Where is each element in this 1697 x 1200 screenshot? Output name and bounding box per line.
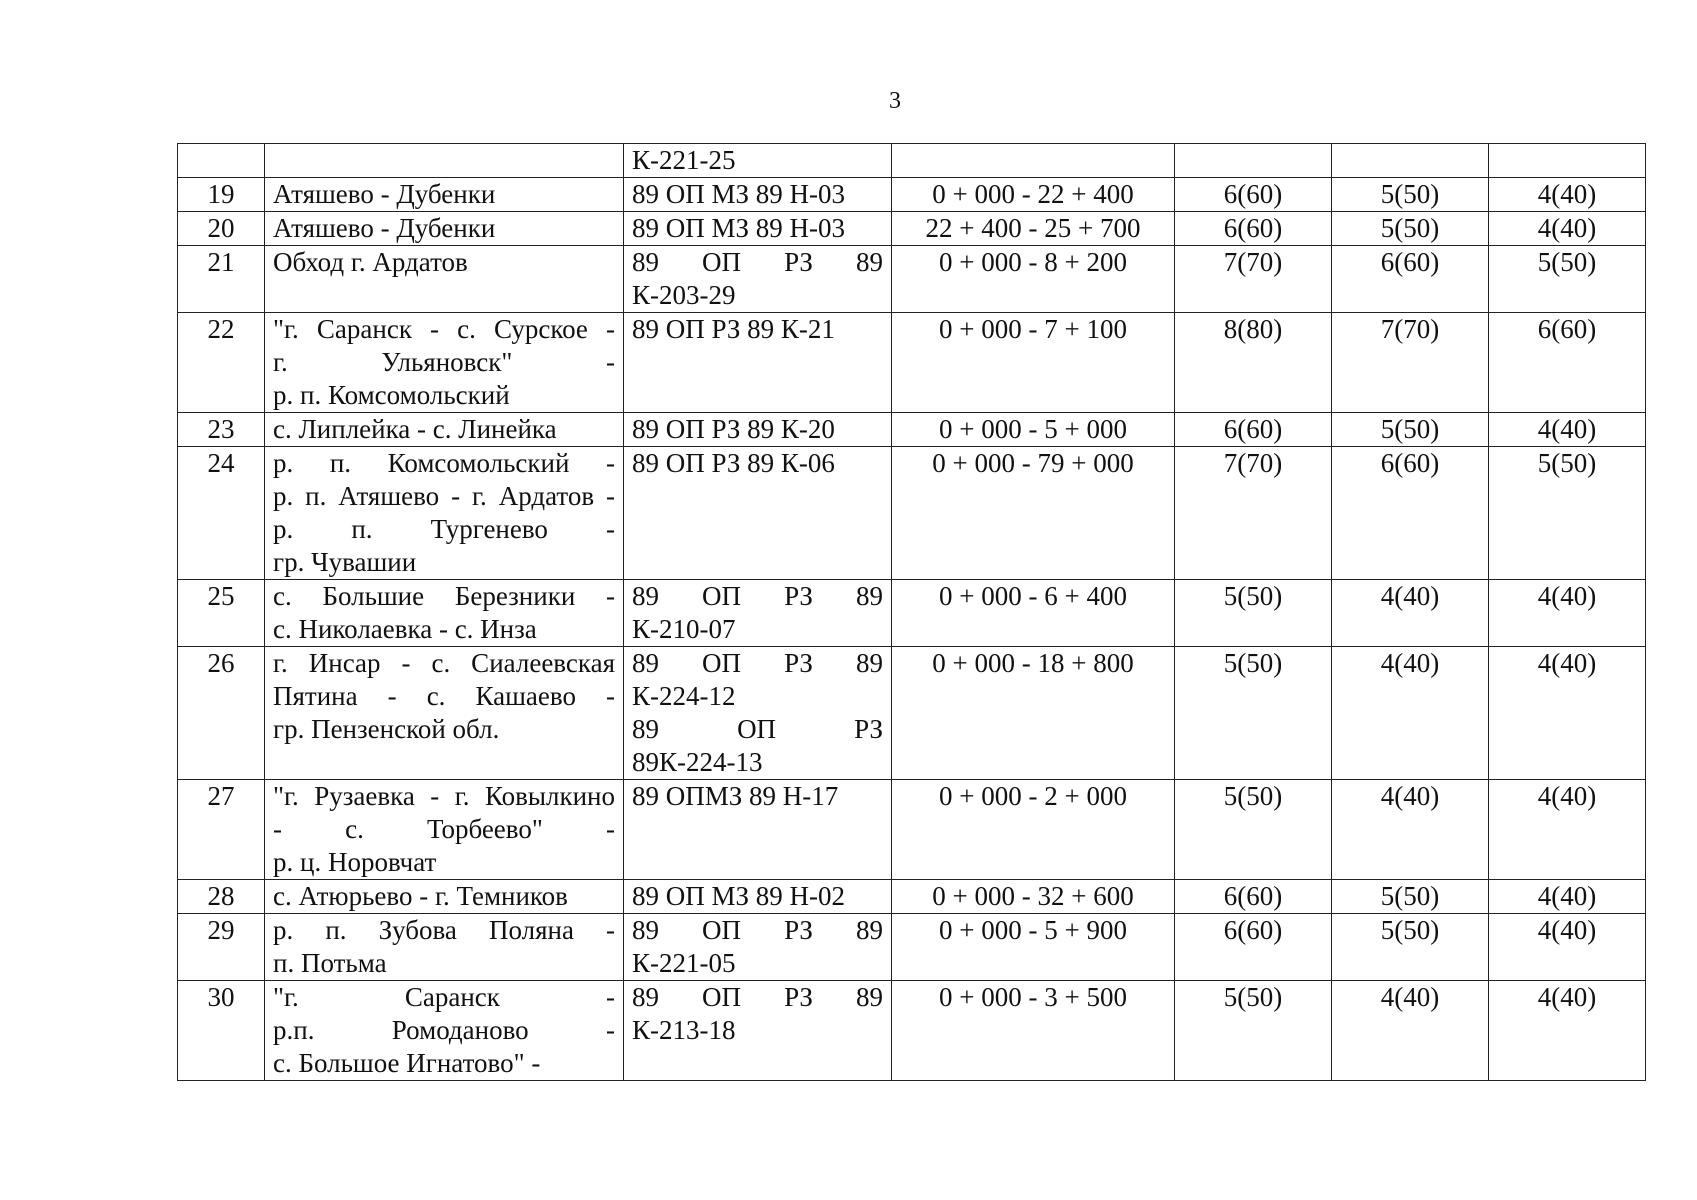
road-section-km: 0 + 000 - 5 + 900 bbox=[892, 914, 1175, 981]
road-name-line: "г. Рузаевка - г. Ковылкино bbox=[273, 781, 615, 811]
roads-table-body bbox=[178, 144, 1646, 1081]
road-section-km: 0 + 000 - 18 + 800 bbox=[892, 647, 1175, 780]
road-section-km: 0 + 000 - 22 + 400 bbox=[892, 178, 1175, 212]
row-number: 27 bbox=[178, 780, 265, 880]
road-name bbox=[265, 447, 624, 580]
value-col-3: 4(40) bbox=[1489, 981, 1646, 1081]
value-col-1: 7(70) bbox=[1175, 447, 1332, 580]
roads-table bbox=[177, 143, 1646, 1081]
value-col-2: 5(50) bbox=[1332, 413, 1489, 447]
table-row bbox=[178, 780, 1646, 880]
road-code bbox=[624, 246, 892, 313]
row-number: 22 bbox=[178, 313, 265, 413]
row-number: 25 bbox=[178, 580, 265, 647]
road-section-km: 0 + 000 - 8 + 200 bbox=[892, 246, 1175, 313]
road-code bbox=[624, 580, 892, 647]
road-section-km: 0 + 000 - 2 + 000 bbox=[892, 780, 1175, 880]
value-col-2: 5(50) bbox=[1332, 914, 1489, 981]
road-code-line: К-210-07 bbox=[632, 614, 736, 644]
row-number: 29 bbox=[178, 914, 265, 981]
value-col-3: 4(40) bbox=[1489, 914, 1646, 981]
road-name-line: р. п. Комсомольский bbox=[273, 380, 510, 410]
value-col-2: 6(60) bbox=[1332, 246, 1489, 313]
road-name-line: Атяшево - Дубенки bbox=[273, 179, 496, 209]
road-name bbox=[265, 246, 624, 313]
value-col-1: 8(80) bbox=[1175, 313, 1332, 413]
value-col-3 bbox=[1489, 144, 1646, 178]
value-col-1 bbox=[1175, 144, 1332, 178]
road-code-line: 89 ОП РЗ 89 bbox=[632, 648, 883, 678]
road-code-line: 89 ОП РЗ bbox=[632, 714, 883, 744]
value-col-2: 4(40) bbox=[1332, 981, 1489, 1081]
road-name-line: Пятина - с. Кашаево - bbox=[273, 681, 615, 711]
road-name-line: с. Большое Игнатово" - bbox=[273, 1048, 541, 1078]
road-code-line: 89 ОП РЗ 89 К-20 bbox=[632, 414, 835, 444]
road-name-line: "г. Саранск - bbox=[273, 982, 615, 1012]
value-col-1: 6(60) bbox=[1175, 914, 1332, 981]
table-row bbox=[178, 246, 1646, 313]
road-section-km: 22 + 400 - 25 + 700 bbox=[892, 212, 1175, 246]
road-name bbox=[265, 880, 624, 914]
road-name-line: р.п. Ромоданово - bbox=[273, 1015, 615, 1045]
road-code-line: 89К-224-13 bbox=[632, 747, 763, 777]
road-section-km: 0 + 000 - 7 + 100 bbox=[892, 313, 1175, 413]
table-row bbox=[178, 647, 1646, 780]
table-row bbox=[178, 413, 1646, 447]
road-code bbox=[624, 212, 892, 246]
value-col-1: 5(50) bbox=[1175, 981, 1332, 1081]
road-name-line: р. п. Комсомольский - bbox=[273, 448, 615, 478]
value-col-1: 5(50) bbox=[1175, 780, 1332, 880]
road-code bbox=[624, 780, 892, 880]
road-section-km: 0 + 000 - 3 + 500 bbox=[892, 981, 1175, 1081]
road-section-km: 0 + 000 - 32 + 600 bbox=[892, 880, 1175, 914]
road-code-line: 89 ОП РЗ 89 bbox=[632, 982, 883, 1012]
road-name bbox=[265, 178, 624, 212]
value-col-3: 5(50) bbox=[1489, 246, 1646, 313]
value-col-2: 4(40) bbox=[1332, 647, 1489, 780]
road-code-line: 89 ОП РЗ 89 К-21 bbox=[632, 314, 835, 344]
road-code-line: К-224-12 bbox=[632, 681, 736, 711]
row-number: 19 bbox=[178, 178, 265, 212]
road-name bbox=[265, 647, 624, 780]
row-number: 28 bbox=[178, 880, 265, 914]
value-col-2 bbox=[1332, 144, 1489, 178]
road-name bbox=[265, 780, 624, 880]
road-name bbox=[265, 413, 624, 447]
road-name bbox=[265, 212, 624, 246]
row-number: 23 bbox=[178, 413, 265, 447]
value-col-1: 6(60) bbox=[1175, 178, 1332, 212]
road-code bbox=[624, 647, 892, 780]
road-name-line: р. п. Тургенево - bbox=[273, 514, 615, 544]
road-code-line: 89 ОП РЗ 89 bbox=[632, 247, 883, 277]
road-code bbox=[624, 914, 892, 981]
road-code bbox=[624, 413, 892, 447]
value-col-3: 4(40) bbox=[1489, 580, 1646, 647]
row-number: 30 bbox=[178, 981, 265, 1081]
value-col-2: 5(50) bbox=[1332, 880, 1489, 914]
road-code bbox=[624, 447, 892, 580]
value-col-3: 4(40) bbox=[1489, 780, 1646, 880]
road-code-line: К-213-18 bbox=[632, 1015, 736, 1045]
road-code-line: 89 ОПМЗ 89 Н-17 bbox=[632, 781, 839, 811]
road-code bbox=[624, 178, 892, 212]
table-row bbox=[178, 914, 1646, 981]
table-row bbox=[178, 981, 1646, 1081]
road-code bbox=[624, 880, 892, 914]
road-code bbox=[624, 313, 892, 413]
value-col-2: 6(60) bbox=[1332, 447, 1489, 580]
road-code-line: 89 ОП МЗ 89 Н-03 bbox=[632, 179, 846, 209]
table-row bbox=[178, 880, 1646, 914]
page-number: 3 bbox=[889, 88, 901, 114]
road-name-line: - с. Торбеево" - bbox=[273, 814, 615, 844]
road-code-line: 89 ОП РЗ 89 К-06 bbox=[632, 448, 835, 478]
value-col-3: 4(40) bbox=[1489, 647, 1646, 780]
road-name-line: с. Николаевка - с. Инза bbox=[273, 614, 537, 644]
road-name bbox=[265, 144, 624, 178]
road-name-line: р. п. Зубова Поляна - bbox=[273, 915, 615, 945]
road-name-line: р. ц. Норовчат bbox=[273, 847, 437, 877]
road-name-line: г. Инсар - с. Сиалеевская bbox=[273, 648, 615, 678]
value-col-3: 4(40) bbox=[1489, 212, 1646, 246]
value-col-2: 5(50) bbox=[1332, 212, 1489, 246]
road-name-line: р. п. Атяшево - г. Ардатов - bbox=[273, 481, 615, 511]
value-col-1: 6(60) bbox=[1175, 212, 1332, 246]
road-code-line: 89 ОП МЗ 89 Н-03 bbox=[632, 213, 846, 243]
road-name-line: Атяшево - Дубенки bbox=[273, 213, 496, 243]
road-section-km: 0 + 000 - 6 + 400 bbox=[892, 580, 1175, 647]
row-number: 26 bbox=[178, 647, 265, 780]
table-row bbox=[178, 313, 1646, 413]
road-name bbox=[265, 914, 624, 981]
table-row bbox=[178, 447, 1646, 580]
table-row bbox=[178, 178, 1646, 212]
road-section-km bbox=[892, 144, 1175, 178]
road-name bbox=[265, 313, 624, 413]
road-section-km: 0 + 000 - 5 + 000 bbox=[892, 413, 1175, 447]
value-col-2: 4(40) bbox=[1332, 580, 1489, 647]
row-number: 20 bbox=[178, 212, 265, 246]
road-code-line: 89 ОП РЗ 89 bbox=[632, 581, 883, 611]
row-number: 24 bbox=[178, 447, 265, 580]
table-row bbox=[178, 144, 1646, 178]
row-number bbox=[178, 144, 265, 178]
value-col-3: 4(40) bbox=[1489, 413, 1646, 447]
value-col-1: 7(70) bbox=[1175, 246, 1332, 313]
value-col-3: 4(40) bbox=[1489, 178, 1646, 212]
road-name bbox=[265, 580, 624, 647]
road-code-line: К-221-05 bbox=[632, 948, 736, 978]
road-name-line: Обход г. Ардатов bbox=[273, 247, 468, 277]
value-col-1: 5(50) bbox=[1175, 647, 1332, 780]
value-col-3: 6(60) bbox=[1489, 313, 1646, 413]
table-row bbox=[178, 212, 1646, 246]
road-code-line: К-221-25 bbox=[632, 145, 736, 175]
value-col-1: 6(60) bbox=[1175, 413, 1332, 447]
road-code-line: 89 ОП РЗ 89 bbox=[632, 915, 883, 945]
value-col-2: 7(70) bbox=[1332, 313, 1489, 413]
value-col-1: 6(60) bbox=[1175, 880, 1332, 914]
table-row bbox=[178, 580, 1646, 647]
value-col-3: 5(50) bbox=[1489, 447, 1646, 580]
road-name-line: гр. Чувашии bbox=[273, 547, 417, 577]
road-name bbox=[265, 981, 624, 1081]
road-name-line: г. Ульяновск" - bbox=[273, 347, 615, 377]
road-name-line: п. Потьма bbox=[273, 948, 387, 978]
road-name-line: "г. Саранск - с. Сурское - bbox=[273, 314, 615, 344]
value-col-2: 5(50) bbox=[1332, 178, 1489, 212]
road-name-line: с. Большие Березники - bbox=[273, 581, 615, 611]
road-code bbox=[624, 981, 892, 1081]
row-number: 21 bbox=[178, 246, 265, 313]
value-col-3: 4(40) bbox=[1489, 880, 1646, 914]
road-section-km: 0 + 000 - 79 + 000 bbox=[892, 447, 1175, 580]
road-code-line: 89 ОП МЗ 89 Н-02 bbox=[632, 881, 846, 911]
road-code bbox=[624, 144, 892, 178]
road-name-line: с. Липлейка - с. Линейка bbox=[273, 414, 557, 444]
road-name-line: гр. Пензенской обл. bbox=[273, 714, 500, 744]
value-col-1: 5(50) bbox=[1175, 580, 1332, 647]
road-name-line: с. Атюрьево - г. Темников bbox=[273, 881, 568, 911]
value-col-2: 4(40) bbox=[1332, 780, 1489, 880]
road-code-line: К-203-29 bbox=[632, 280, 736, 310]
